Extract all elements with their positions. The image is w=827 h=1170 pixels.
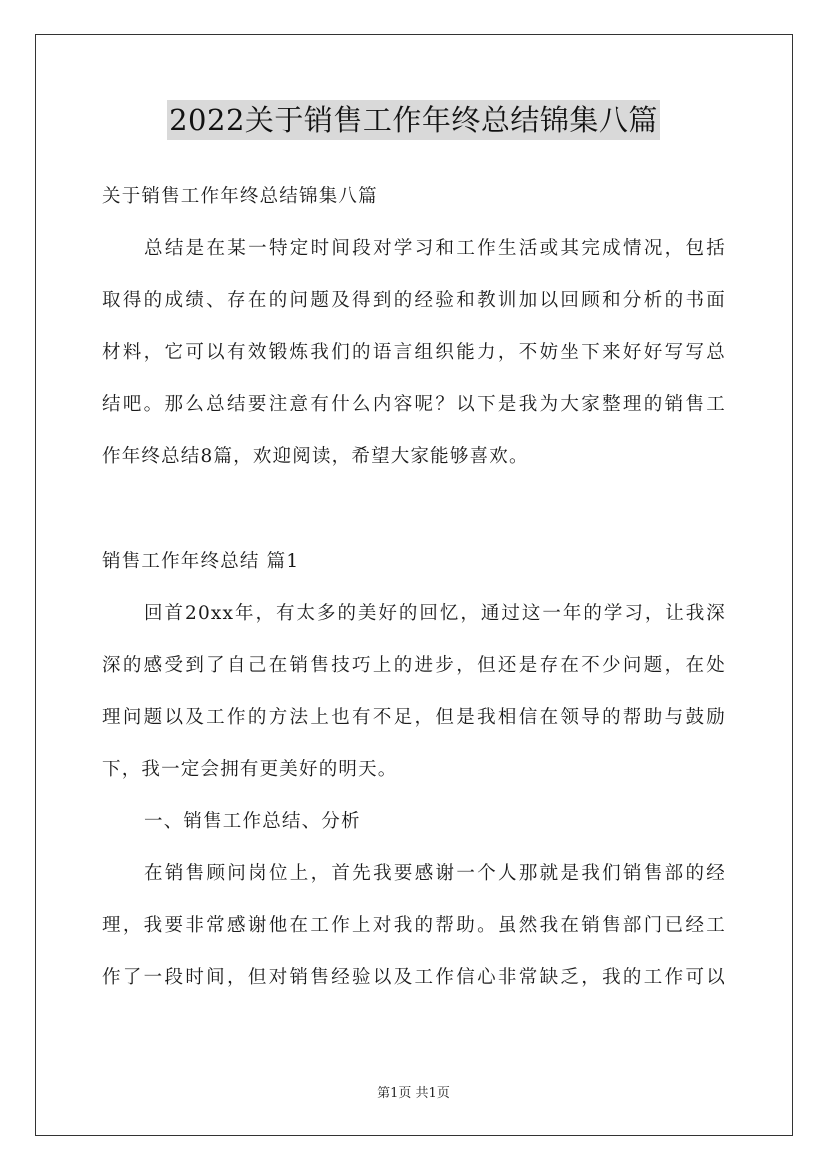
paragraph-line: 理问题以及工作的方法上也有不足，但是我相信在领导的帮助与鼓励 (102, 707, 726, 728)
intro-line: 总结是在某一特定时间段对学习和工作生活或其完成情况，包括 (144, 238, 726, 259)
sub-heading: 一、销售工作总结、分析 (144, 811, 361, 832)
section-heading: 销售工作年终总结 篇1 (102, 551, 300, 572)
page-footer (0, 1082, 827, 1101)
paragraph-line: 回首20xx年，有太多的美好的回忆，通过这一年的学习，让我深 (144, 603, 726, 624)
paragraph-line: 理，我要非常感谢他在工作上对我的帮助。虽然我在销售部门已经工 (102, 915, 726, 936)
document-subtitle: 关于销售工作年终总结锦集八篇 (102, 186, 378, 207)
intro-line: 材料，它可以有效锻炼我们的语言组织能力，不妨坐下来好好写写总 (102, 342, 726, 363)
document-body (102, 171, 726, 1004)
page-number-label: 第1页 共1页 (377, 1086, 450, 1101)
title-container (0, 100, 827, 140)
paragraph-line: 下，我一定会拥有更美好的明天。 (102, 759, 398, 780)
paragraph-line: 作了一段时间，但对销售经验以及工作信心非常缺乏，我的工作可以 (102, 967, 726, 988)
intro-line: 取得的成绩、存在的问题及得到的经验和教训加以回顾和分析的书面 (102, 290, 726, 311)
paragraph-line: 深的感受到了自己在销售技巧上的进步，但还是存在不少问题，在处 (102, 655, 726, 676)
paragraph-line: 在销售顾问岗位上，首先我要感谢一个人那就是我们销售部的经 (144, 863, 726, 884)
intro-line: 作年终总结8篇，欢迎阅读，希望大家能够喜欢。 (102, 446, 529, 467)
paragraph-gap (102, 483, 726, 536)
document-title: 2022关于销售工作年终总结锦集八篇 (167, 100, 660, 140)
intro-line: 结吧。那么总结要注意有什么内容呢？以下是我为大家整理的销售工 (102, 394, 726, 415)
